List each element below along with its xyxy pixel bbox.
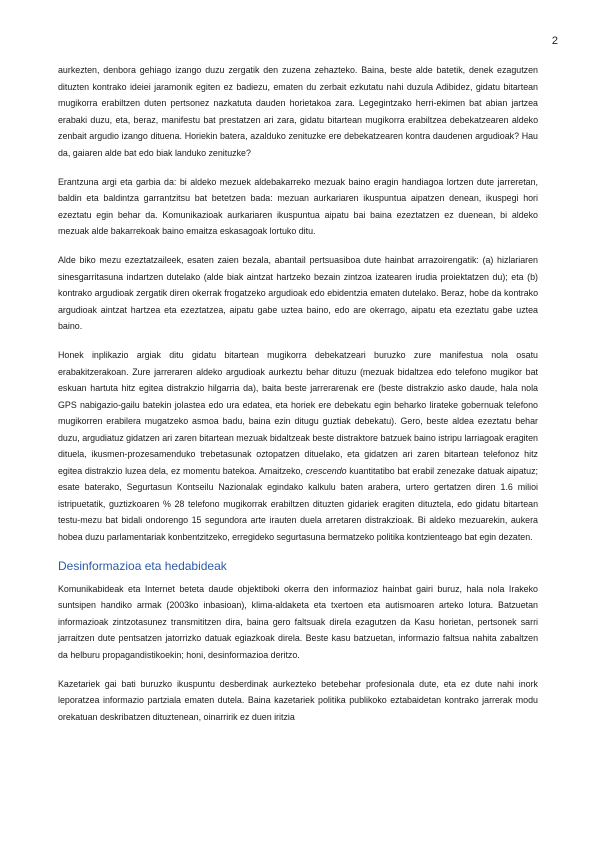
- page-number: 2: [551, 35, 558, 47]
- emphasis: crescendo: [305, 465, 347, 476]
- paragraph: aurkezten, denbora gehiago izango duzu zergatik den zuzena zehazteko. Baina, beste alde batetik, denek ezagutzen dituzten kontrako ideiei jaramonik egiten ez badiezu, ematen du zerbait ezkutatu nahi duzula Adibidez, gidatu bitartean mugikorra erabiltzen duten pertsonez nazkatuta dauden horietakoa zara. Legegintzako herri-ekimen bat abian jartzea erabaki duzu, eta, beraz, manifestu bat prestatzen ari zara, gidatu bitartean mugikorra erabiltzea debekatzearen aldeko zenbait argudio izango dituena. Horiekin batera, azalduko zenituzke ere debekatzearen kontra daudenen argudioak? Hau da, gaiaren alde bat edo biak landuko zenituzke?: [58, 65, 538, 158]
- document-body: [58, 62, 538, 738]
- paragraph: Erantzuna argi eta garbia da: bi aldeko mezuek aldebakarreko mezuak baino eragin handiagoa lortzen dute jarreretan, baldin eta baldintza garrantzitsu bat betetzen bada: mezuan aurkariaren ikuspuntua aipatzen denean, ikuspegi hori ezeztatu egin behar da. Komunikazioak aurkariaren ikuspuntua aipatu bai baina ezeztatzen ez duenean, bi aldeko mezuak alde bakarrekoak baino emaitza eskasagoak lortuko ditu.: [58, 176, 538, 236]
- paragraph: Komunikabideak eta Internet beteta daude objektiboki okerra den informazioz hainbat gairi buruz, hala nola Irakeko suntsipen handiko armak (2003ko inbasioan), klima-aldaketa eta txertoen eta autismoaren arteko lotura. Batzuetan informazioak zintzotasunez transmititzen dira, baina gero faltsuak direla ezagutzen da Kasu horietan, pertsonek sarri jarraitzen dute pentsatzen jatorrizko datuak egiazkoak direla. Beste kasu batzuetan, informazio faltsua nahita zabaltzen da helburu propagandistikoekin; honi, desinformazioa deritzo.: [58, 583, 538, 660]
- paragraph: Kazetariek gai bati buruzko ikuspuntu desberdinak aurkezteko betebehar profesionala dute, eta ez dute nahi inork leporatzea informazio partziala ematen dutela. Baina kazetariek politika publikoko eztabaidetan kontrako jarrerak modu orekatuan deskribatzen dituztenean, oinarririk ez duen iritzia: [58, 678, 538, 722]
- paragraph: Alde biko mezu ezeztatzaileek, esaten zaien bezala, abantail pertsuasiboa dute hainbat arrazoirengatik: (a) hizlariaren sinesgarritasuna indartzen dutelako (alde biak aintzat hartzeko bezain zintzoa izatearen irudia proiektatzen du); eta (b) kontrako argudioak zergatik diren okerrak frogatzeko argudioak edo ebidentzia ematen dutelako. Beraz, hobe da kontrako argudioak aintzat hartzea eta ezeztatzea, aipatu gabe uztea baino, edo are okerrago, aipatu eta ezeztatu gabe uztea baino.: [58, 255, 538, 331]
- section-heading: Desinformazioa eta hedabideak: [58, 558, 227, 573]
- paragraph: Honek inplikazio argiak ditu gidatu bitartean mugikorra debekatzeari buruzko zure manifestua nola osatu erabakitzerakoan. Zure jarreraren aldeko argudioak aurkeztu behar dituzu (mezuak bidaltzea edo telefono mugikor bat eskuan hartuta hitz egitea distrakzio hilgarria da), baita beste jarrerarenak ere (beste distrakzio asko daude, hala nola GPS nabigazio-gailu batekin jolastea edo ura edatea, eta horiek ere debekatu egin beharko lirateke gobernuak telefono mugikorren erabilera mugatzeko asmoa badu, baina ezin ditugu guztiak debekatu). Gero, beste aldea ezeztatu behar duzu, argudiatuz gidatzen ari zaren bitartean mezuak bidaltzeak beste distraktore batzuek baino istripu larriagoak eragiten dituela, ikusmen-prozesamenduko trebetasunak oztopatzen dituelako, eta gidatzen ari zaren bitartean telefonoz hitz egitea distrakzio luzea dela, ez momentu batekoa. Amaitzeko, crescendo kuantitatibo bat erabil zenezake datuak aipatuz; esate baterako, Segurtasun Kontseilu Nazionalak egindako kalkulu baten arabera, urtero gertatzen diren 1.6 milioi istripuetatik, guztizkoaren % 28 telefono mugikorrak erabiltzen dituzten gidariek eragiten dituztela, edo gidatu bitartean testu-mezu bat bidali ondorengo 15 segundora arte irauten duela arretaren distrakzioak. Bi aldeko mezuarekin, aukera hobea duzu parlamentariak konbentzitzeko, erregideko segurtasuna bermatzeko politika kontzienteago bat egin dezaten.: [58, 350, 538, 542]
